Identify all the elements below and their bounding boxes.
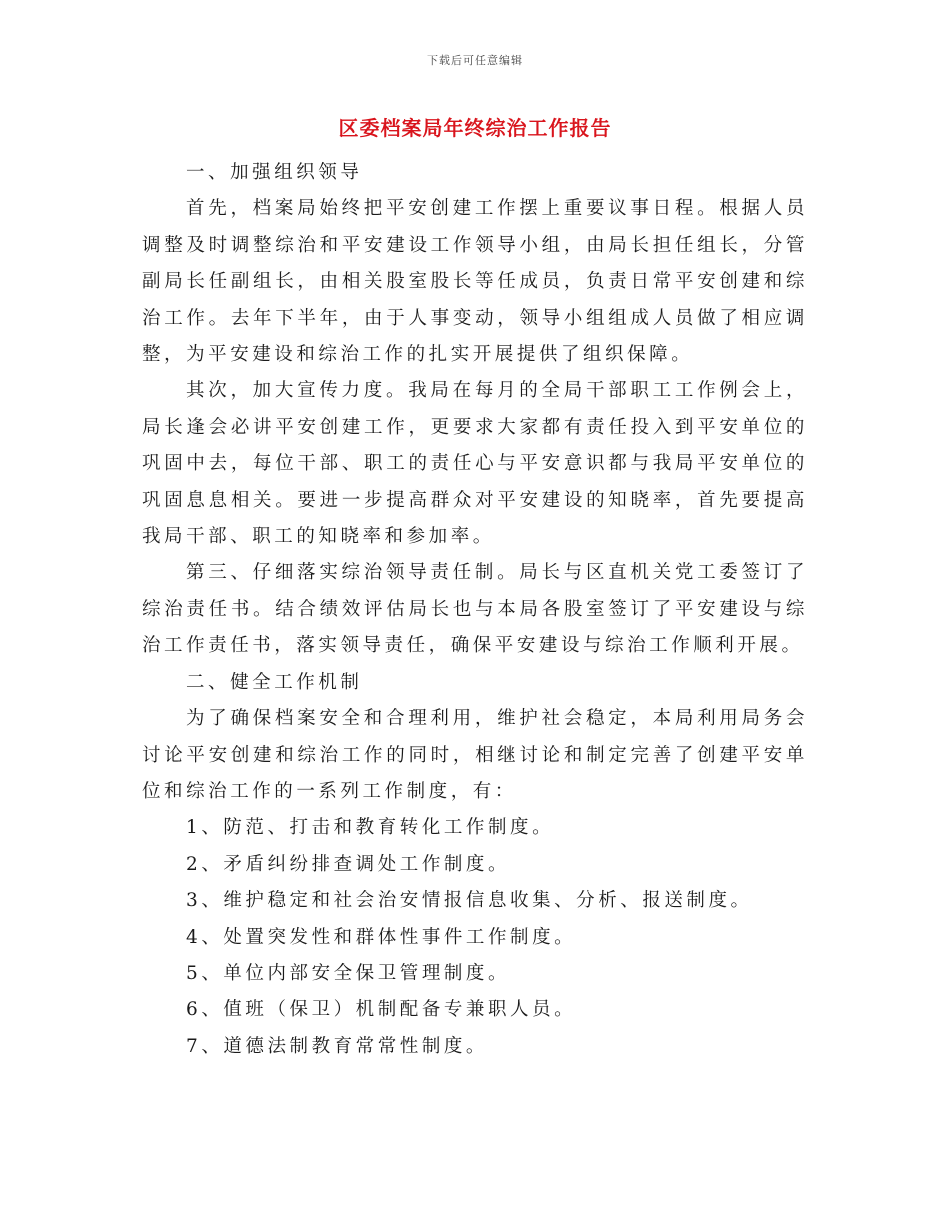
- paragraph-third: 第三、仔细落实综治领导责任制。局长与区直机关党工委签订了综治责任书。结合绩效评估局长也与本局各股室签订了平安建设与综治工作责任书，落实领导责任，确保平安建设与综治工作顺利开展。: [142, 562, 808, 657]
- section-heading-organization: 一、加强组织领导: [186, 162, 363, 183]
- document-title: 区委档案局年终综治工作报告: [338, 116, 612, 140]
- paragraph-second: 其次，加大宣传力度。我局在每月的全局干部职工工作例会上，局长逢会必讲平安创建工作，更要求大家都有责任投入到平安单位的巩固中去，每位干部、职工的责任心与平安意识都与我局平安单位的巩固息息相关。要进一步提高群众对平安建设的知晓率，首先要提高我局干部、职工的知晓率和参加率。: [142, 380, 808, 548]
- list-item: 7、道德法制教育常常性制度。: [186, 1035, 488, 1057]
- list-item: 1、防范、打击和教育转化工作制度。: [186, 817, 555, 839]
- list-item: 4、处置突发性和群体性事件工作制度。: [186, 926, 577, 948]
- page-header-note: 下载后可任意编辑: [427, 54, 523, 67]
- document-body: [142, 155, 808, 1065]
- paragraph-fourth: 为了确保档案安全和合理利用，维护社会稳定，本局利用局务会讨论平安创建和综治工作的同时，相继讨论和制定完善了创建平安单位和综治工作的一系列工作制度，有：: [142, 708, 808, 802]
- list-item: 3、维护稳定和社会治安情报信息收集、分析、报送制度。: [186, 890, 753, 912]
- list-item: 5、单位内部安全保卫管理制度。: [186, 962, 511, 984]
- list-item: 2、矛盾纠纷排查调处工作制度。: [186, 853, 511, 875]
- section-heading-mechanism: 二、健全工作机制: [186, 671, 363, 693]
- list-item: 6、值班（保卫）机制配备专兼职人员。: [186, 999, 577, 1021]
- paragraph-first: 首先，档案局始终把平安创建工作摆上重要议事日程。根据人员调整及时调整综治和平安建设工作领导小组，由局长担任组长，分管副局长任副组长，由相关股室股长等任成员，负责日常平安创建和综治工作。去年下半年，由于人事变动，领导小组组成人员做了相应调整，为平安建设和综治工作的扎实开展提供了组织保障。: [142, 198, 808, 366]
